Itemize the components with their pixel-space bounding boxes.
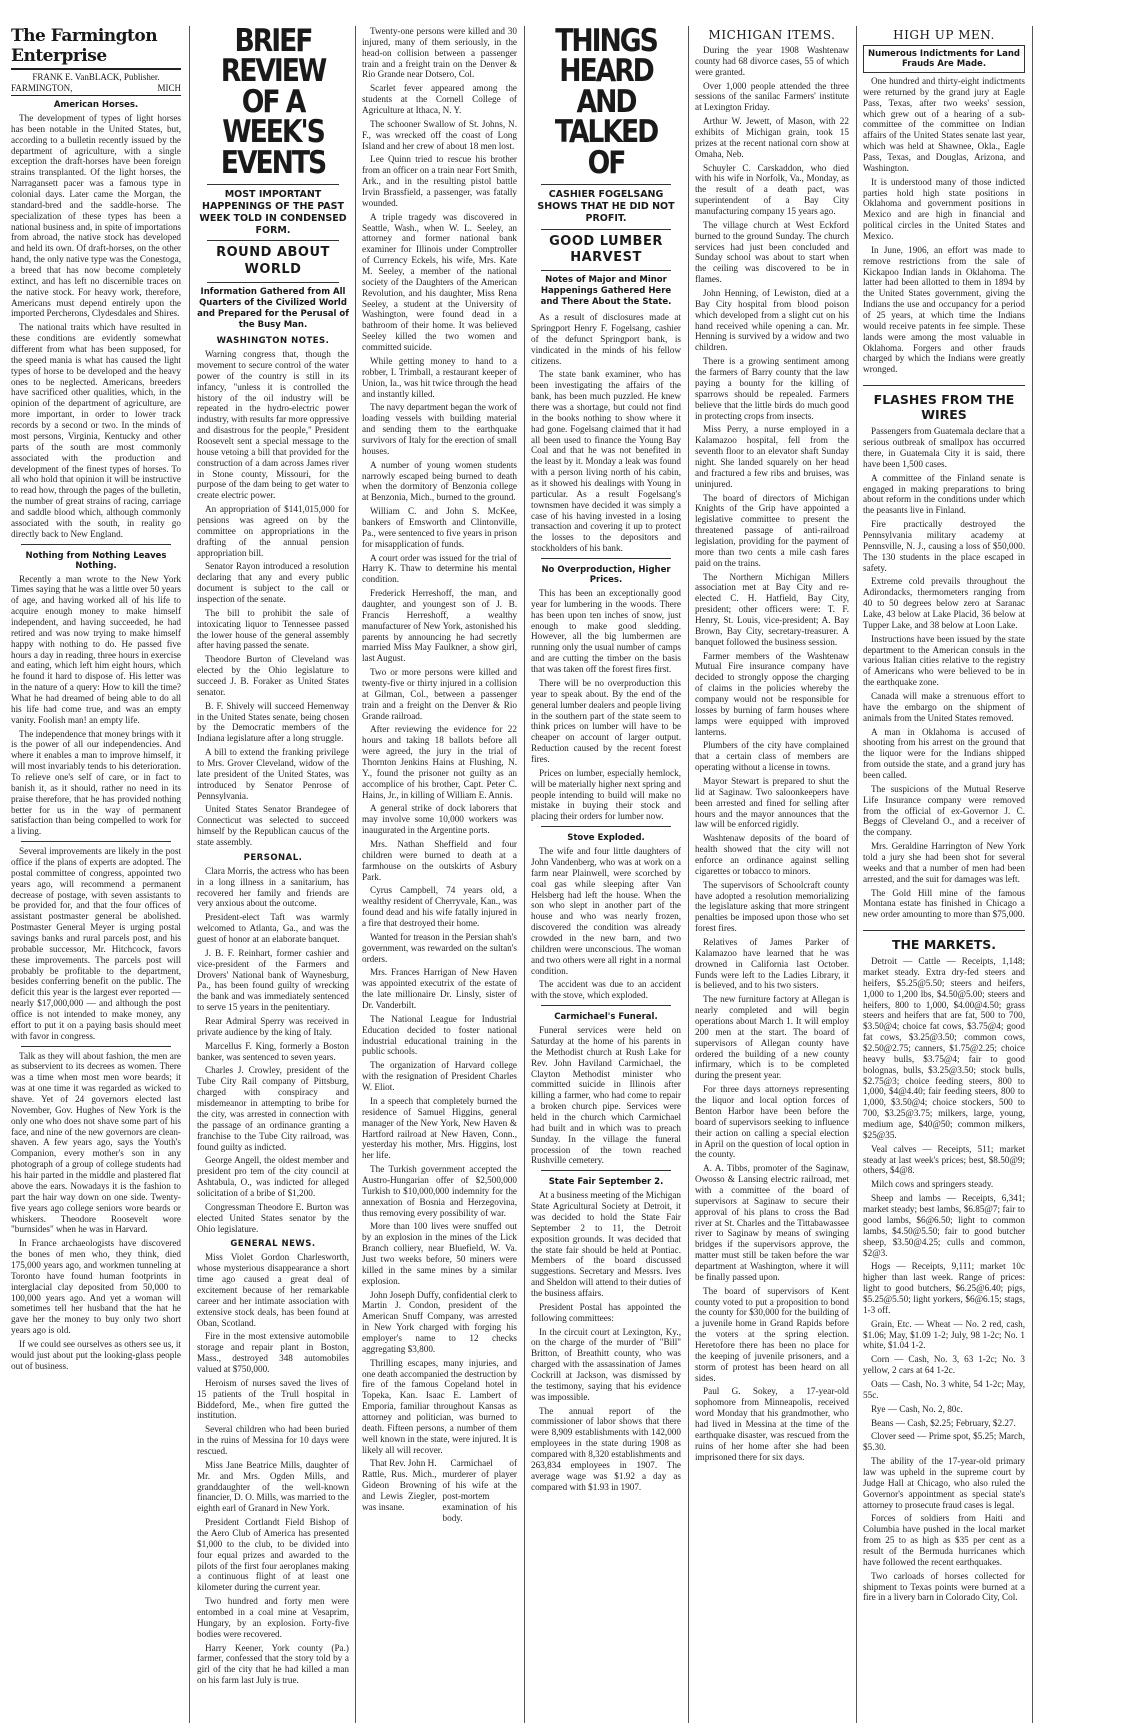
news-item: Wanted for treason in the Persian shah's government, was rewarded on the sultan's orders.	[362, 931, 517, 964]
article-paragraph: In France archaeologists have discovered the bones of men who, they think, died 175,000 years ago, and workmen tunneling at Toronto have found human footprints in interglacial clay deposited from 50,000 to 100,000 years ago. And yet a woman will sometimes tell her husband that the hat he gave her the money to buy only two short years ago is old.	[11, 1238, 181, 1336]
news-item: In a speech that completely burned the residence of Samuel Higgins, general manager of the New York, New Haven & Hartford railroad at New Haven, Conn., yesterday his mother, Mrs. Higgins, lost her life.	[362, 1095, 517, 1161]
news-item: A court order was issued for the trial of Harry K. Thaw to determine his mental condition.	[362, 552, 517, 585]
news-item: After reviewing the evidence for 22 hours and taking 18 ballots before all were agreed, the jury in the trial of Thornton Jenkins Hains at Flushing, N. Y., found the prisoner not guilty as an accomplice of his brother, Capt. Peter C. Hains, Jr., in killing of William E. Annis.	[362, 724, 517, 800]
news-item: Farmer members of the Washtenaw Mutual Fire insurance company have decided to strongly oppose the charging of claims in the policies whereby the company would not be responsible for losses by burning of farm houses where lamps were equipped with improved lanterns.	[695, 650, 849, 737]
news-item: While getting money to hand to a robber, I. Trimball, a restaurant keeper of Union, Ia., was hit twice through the head and instantly killed.	[362, 355, 517, 399]
column-6	[858, 26, 1030, 1723]
market-report: Beans — Cash, $2.25; February, $2.27.	[871, 1417, 1016, 1428]
news-item: There will be no overproduction this year to speak about. By the end of the general lumber dealers and people living in the southern part of the state seem to think prices on lumber will have to be cheaper on account of larger output. Reduction caused by the recent forest fires.	[531, 677, 681, 764]
section-heading-high-up-men: HIGH UP MEN.	[893, 28, 995, 42]
news-item: There is a growing sentiment among the farmers of Barry county that the law paying a bounty for the killing of sparrows should be repealed. Farmers believe that the little birds do much good in protecting crops from insects.	[695, 356, 849, 421]
news-item: Instructions have been issued by the state department to the American consuls in the various Italian cities relative to the registry of Americans who were believed to be in the earthquake zone.	[863, 633, 1025, 688]
market-report: Detroit — Cattle — Receipts, 1,148; market steady. Extra dry-fed steers and heifers, $5.25@5.50; steers and heifers, 1,000 to 1,200 lbs, $4.50@5.00; steers and heifers, 800 to 1,000, $4.00@4.50; grass steers and heifers that are fat, 500 to 700, $3.50@4; choice fat cows, $3.75@4; good fat cows, $3.25@3.50; common cows, $2.50@2.75; canners, $1.75@2.25; choice heavy bulls, $3.75@4; fair to good bolognas, bulls, $3.25@3.50; stock bulls, $2.75@3; choice feeding steers, 800 to 1,000, $4@4.40; fair feeding steers, 800 to 1,000, $3.50@4; choice stockers, 500 to 700, $3.25@3.75; milkers, large, young, medium age, $40@50; common milkers, $25@35.	[863, 956, 1025, 1140]
news-item: Rear Admiral Sperry was received in private audience by the king of Italy.	[197, 1016, 349, 1037]
news-item: The navy department began the work of loading vessels with building material and sending them to the earthquake survivors of Italy for the erection of small houses.	[362, 402, 517, 456]
market-report: Clover seed — Prime spot, $5.25; March, $5.30.	[863, 1431, 1025, 1453]
column-rule	[856, 26, 857, 1723]
headline-deck: MOST IMPORTANT HAPPENINGS OF THE PAST WEEK TOLD IN CONDENSED FORM.	[199, 188, 347, 236]
news-item: At a business meeting of the Michigan State Agricultural Society at Detroit, it was decided to hold the State Fair September 2 to 11, the Detroit exposition grounds. It was decided that the state fair should be held at Pontiac. Members of the board discussed suggestions. Secretary and Messrs. Ives and Sheldon will attend to their duties of the business affairs.	[531, 1190, 681, 1299]
news-item: George Angell, the oldest member and president pro tem of the city council at Ashtabula, O., was indicted for alleged solicitation of a bribe of $1,200.	[197, 1155, 349, 1198]
column-rule	[524, 26, 525, 1723]
news-item: Miss Violet Gordon Charlesworth, whose mysterious disappearance a short time ago caused a great deal of excitement because of her remarkable career and her intimate association with extensive stock deals, has been found at Oban, Scotland.	[197, 1252, 349, 1328]
news-item: Warning congress that, though the movement to secure control of the water power of the country is still in its infancy, "unless it is controlled the history of the oil industry will be repeated in the hydro-electric power industry, with results far more oppressive and disastrous for the people," President Roosevelt sent a special message to the house vetoing a bill that provided for the construction of a dam across James river in Stone county, Missouri, for the purpose of the dam being to get water to create electric power.	[197, 349, 349, 501]
headline-divider	[541, 229, 671, 230]
news-item: Fire practically destroyed the Pennsylvania military academy at Pennsville, N. J., causing a loss of $50,000. The 130 students in the place escaped in safety.	[863, 519, 1025, 573]
section-heading-markets: THE MARKETS.	[863, 930, 1025, 952]
news-item: Fire in the most extensive automobile storage and repair plant in Boston, Mass., destroyed 348 automobiles valued at $750,000.	[197, 1331, 349, 1374]
market-report: Milch cows and springers steady.	[871, 1179, 994, 1190]
news-item: The suspicions of the Mutual Reserve Life Insurance company were removed from the official of ex-Governor J. C. Beggs of Cleveland O., and a receiver of the company.	[863, 783, 1025, 838]
news-item: Washtenaw deposits of the board of health showed that the city will not enforce an ordinance against selling cigarettes or tobacco to minors.	[695, 833, 849, 876]
article-paragraph: Several improvements are likely in the post office if the plans of experts are adopted. The postal committee of congress, appointed two years ago, will recommend a permanent decrease of postage, with seven assistants to be provided for, and that the four offices of assistant postmaster general be abolished. Postmaster General Meyer is urging postal savings banks and rural parcels post, and his probable successor, Mr. Hitchcock, favors these improvements. The parcels post will probably be profitable to the department, besides conferring benefit on the public. The deficit this year is the largest ever reported — nearly $17,000,000 — and although the post office is not intended to make money, any effort to put it on a paying basis should meet with favor in congress.	[11, 846, 181, 1041]
news-item: John Joseph Duffy, confidential clerk to Martin J. Condon, president of the American Snuff Company, was arrested in New York charged with forging his employer's name to 12 checks aggregating $3,800.	[362, 1289, 517, 1354]
column-rule	[189, 26, 190, 1723]
market-report: Sheep and lambs — Receipts, 6,341; market steady; best lambs, $6.85@7; fair to good lambs, $6@6.50; light to common lambs, $4.50@5.50; fair to good butcher sheep, $3.50@4.25; culls and common, $2@3.	[863, 1193, 1025, 1258]
column-2	[192, 26, 354, 1723]
news-item: A bill to extend the franking privilege to Mrs. Grover Cleveland, widow of the late president of the United States, was introduced by Senator Penrose of Pennsylvania.	[197, 747, 349, 801]
masthead-publisher: FRANK E. VanBLACK, Publisher.	[32, 72, 160, 82]
article-divider	[541, 558, 671, 559]
news-item: President Postal has appointed the following committees:	[531, 1301, 681, 1323]
news-item: Theodore Burton of Cleveland was elected by the Ohio legislature to succeed J. B. Foraker as United States senator.	[197, 654, 349, 697]
market-report: Grain, Etc. — Wheat — No. 2 red, cash, $1.06; May, $1.09 1-2; July, 98 1-2c; No. 1 white, $1.04 1-2.	[863, 1318, 1025, 1351]
news-item: Funeral services were held on Saturday at the home of his parents in the Methodist church at Rush Lake for Rev. John Haviland Carmichael, the Clayton Methodist minister who committed suicide in Illinois after killing a farmer, who had come to repair a broken church pipe. Services were held in the church which Carmichael had built and in which was to preach Sunday. In the village the funeral procession of the town reached Rushville cemetery.	[531, 1025, 681, 1166]
news-item: The annual report of the commissioner of labor shows that there were 8,909 establishments with 142,000 employees in the state during 1908 as compared with 8,320 establishments and 263,834 employees in 1907. The average wage was $1.92 a day as compared with $1.93 in 1907.	[531, 1405, 681, 1492]
market-report: Rye — Cash, No. 2, 80c.	[871, 1403, 963, 1414]
news-item: United States Senator Brandegee of Connecticut was selected to succeed himself by the Republican caucus of the state assembly.	[197, 804, 349, 848]
news-item: Over 1,000 people attended the three sessions of the sanilac Farmers' institute at Lexington Friday.	[695, 80, 849, 113]
article-heading: Carmichael's Funeral.	[554, 1012, 658, 1023]
article-subheading: Numerous Indictments for Land Frauds Are Made.	[868, 49, 1020, 69]
news-item: That Rev. John H. Rattle, Rus. Mich., Gideon Browning and Lewis Ziegler, was insane.	[362, 1458, 437, 1512]
article-divider	[21, 544, 171, 545]
news-item: Cyrus Campbell, 74 years old, a wealthy resident of Cherryvale, Kan., was found dead and his wife fatally injured in a fire that destroyed their home.	[362, 885, 517, 929]
news-item: A number of young women students narrowly escaped being burned to death when the dormitory of Benzonia college at Benzonia, Mich., burned to the ground.	[362, 459, 517, 503]
masthead-place: FARMINGTON,	[11, 83, 73, 93]
news-item: A triple tragedy was discovered in Seattle, Wash., when W. L. Seeley, an attorney and former national bank examiner for Illinois under Comptroller of Currency Eckels, his wife, Mrs. Kate M. Seeley, a member of the national society of the Daughters of the American Revolution, and his daughter, Miss Rena Seeley, a student at the University of Washington, were found dead in a bathroom of their home. It was believed Seeley killed the two women and committed suicide.	[362, 211, 517, 353]
news-item: The bill to prohibit the sale of intoxicating liquor to Tennessee passed the lower house of the general assembly after having passed the senate.	[197, 607, 349, 651]
news-item: During the year 1908 Washtenaw county had 68 divorce cases, 55 of which were granted.	[695, 45, 849, 77]
news-item: As a result of disclosures made at Springport Henry F. Fogelsang, cashier of the defunct Springport bank, is vindicated in the minds of his fellow citizens.	[531, 312, 681, 366]
news-item: Prices on lumber, especially hemlock, will be materially higher next spring and people intending to build will make no mistake in buying their stock and placing their orders for lumber now.	[531, 767, 681, 822]
headline-subdeck: Notes of Major and Minor Happenings Gathered Here and There About the State.	[540, 275, 672, 308]
news-item: The accident was due to an accident with the stove, which exploded.	[531, 979, 681, 1001]
news-item: The Turkish government accepted the Austro-Hungarian offer of $2,500,000 Turkish to $10,000,000 indemnity for the annexation of Bosnia and Herzegovina, thus removing every possibility of war.	[362, 1164, 517, 1218]
section-heading-flashes: FLASHES FROM THE WIRES	[863, 385, 1025, 422]
split-news-item	[362, 1458, 517, 1526]
article-paragraph: Recently a man wrote to the New York Times saying that he was a little over 50 years of age, and having worked all of his life to acquire enough money to make himself independent, and having succeeded, he had retired and was now trying to make himself happy with nothing to do. He passed five hours a day in reading, three hours in exercise and eating, which left him eight hours, which he found it hard to dispose of. His letter was in the nature of a query: How to kill the time? What he had dreamed of being able to do all his life had come true, and was an empty vanity. Foolish man! an empty life.	[11, 573, 181, 725]
section-heading-michigan-items: MICHIGAN ITEMS.	[708, 28, 836, 42]
article-divider	[21, 1046, 171, 1047]
article-heading: Stove Exploded.	[567, 833, 645, 844]
news-item: The Northern Michigan Millers association met at Bay City and re-elected C. H. Hatfield, Bay City, president; other officers were: T. F. Henry, St. Louis, vice-president; A. Bay Brown, Bay City, secretary-treasurer. A banquet followed the business session.	[695, 571, 849, 647]
news-item: Extreme cold prevails throughout the Adirondacks, thermometers ranging from 40 to 50 degrees below zero at Saranac Lake, 43 below at Lake Placid, 36 below at Tupper Lake, and 38 below at Loon Lake.	[863, 576, 1025, 630]
news-item: Plumbers of the city have complained that a certain class of members are operating without a license in towns.	[695, 740, 849, 773]
headline-divider	[541, 270, 671, 271]
news-item: John Henning, of Lewiston, died at a Bay City hospital from blood poison which developed from a slight cut on his hand received while opening a can. Mr. Henning is survived by a widow and two children.	[695, 288, 849, 353]
news-item: The board of supervisors of Kent county voted to put a proposition to bond the county for $30,000 for the building of a juvenile home in Grand Rapids before the voters at the spring election. Heretofore there has been no place for the keeping of juvenile prisoners, and a storm of protest has been heard on all sides.	[695, 1285, 849, 1383]
article-paragraph: Talk as they will about fashion, the men are as subservient to its decrees as women. There was a time when most men wore beards; it was at one time it was regarded as wicked to shave. Yet of 24 governors elected last November, Gov. Hughes of New York is the only one who does not shave some part of his face, and nine of the new governors are clean-shaven. A few years ago, says the Youth's Companion, every mother's son in any photograph of a group of college students had his hair parted in the middle and plastered flat above the ears. Nowadays it is the fashion to part the hair way down on one side. Twenty-five years ago college seniors wore beards or whiskers. Theodore Roosevelt wore "burnsides" when he was in Harvard.	[11, 1050, 181, 1235]
news-item: Lee Quinn tried to rescue his brother from an officer on a train near Fort Smith, Ark., and in the resulting pistol battle Irvin Brassfield, a passenger, was fatally wounded.	[362, 154, 517, 208]
news-item: Schuyler C. Carskaddon, who died with his wife in Norfolk, Va., Monday, as the result of a death pact, was superintendent of a Bay City manufacturing company 15 years ago.	[695, 162, 849, 217]
news-item: The schooner Swallow of St. Johns, N. F., was wrecked off the coast of Long Island and her crew of about 18 men lost.	[362, 118, 517, 151]
news-item: Frederick Herreshoff, the man, and daughter, and youngest son of J. B. Francis Herreshoff, a wealthy manufacturer of New York, astonished his parents by announcing he had secretly married Miss May Faulkner, a show girl, last August.	[362, 588, 517, 664]
news-item: President Cortlandt Field Bishop of the Aero Club of America has presented $1,000 to the club, to be divided into four equal prizes and awarded to the pilots of the first four aeroplanes making a continuous flight of at least one kilometer during the current year.	[197, 1517, 349, 1593]
news-item: William C. and John S. McKee, bankers of Emsworth and Clintonville, Pa., were sentenced to five years in prison for misapplication of funds.	[362, 506, 517, 549]
news-item: Two carloads of horses collected for shipment to Texas points were burned at a fire in a livery barn in Colorado City, Col.	[863, 1570, 1025, 1603]
news-item: A general strike of dock laborers that may involve some 10,000 workers was inaugurated in the Argentine ports.	[362, 803, 517, 836]
news-item: Paul G. Sokey, a 17-year-old sophomore from Minneapolis, received word Monday that his grandmother, who had lived in Messina at the time of the earthquake disaster, was rescued from the ruins of her home after she had been imprisoned there for six days.	[695, 1386, 849, 1462]
news-item: President-elect Taft was warmly welcomed to Atlanta, Ga., and was the guest of honor at an elaborate banquet.	[197, 912, 349, 945]
news-item: Carmichael of murderer of player of his wife at the post-mortem examination of his body.	[442, 1458, 517, 1523]
news-item: B. F. Shively will succeed Hemenway in the United States senate, being chosen by the Democratic members of the Indiana legislature after a long struggle.	[197, 700, 349, 744]
news-item: For three days attorneys representing the liquor and local option forces of Benton Harbor have been before the board of supervisors seeking to influence their action on calling a special election in April on the question of local option in the county.	[695, 1084, 849, 1160]
headline-deck: CASHIER FOGELSANG SHOWS THAT HE DID NOT PROFIT.	[537, 188, 675, 224]
news-item: This has been an exceptionally good year for lumbering in the woods. There has been upon ten inches of snow, just enough to make good sledding. However, all the big lumbermen are running only the usual number of camps and are cutting the timber on the basis that was taken off the forest fires first.	[531, 588, 681, 675]
headline-things-heard: THINGS HEARD AND TALKED OF	[554, 26, 658, 181]
column-7-edge	[1034, 26, 1130, 1723]
article-divider	[541, 1170, 671, 1171]
article-divider	[541, 826, 671, 827]
column-1	[6, 26, 186, 1723]
news-item: Harry Keener, York county (Pa.) farmer, confessed that the story told by a girl of the city that he had killed a man on his farm last July is true.	[197, 1642, 349, 1686]
market-report: Corn — Cash, No. 3, 63 1-2c; No. 3 yellow, 2 cars at 64 1-2c.	[863, 1354, 1025, 1376]
news-item: In the circuit court at Lexington, Ky., on the charge of the murder of "Bill" Britton, of Breathitt county, who was charged with the assassination of James Cockrill at Jackson, was dismissed by the testimony, saying that his evidence was impossible.	[531, 1326, 681, 1402]
news-item: Mrs. Geraldine Harrington of New York told a jury she had been shot for several weeks and that a number of men had been arrested, and the suit for damages was left.	[863, 841, 1025, 884]
news-item: More than 100 lives were snuffed out by an explosion in the mines of the Lick Branch colliery, near Bluefield, W. Va. Just two weeks before, 50 miners were killed in the same mines by a similar explosion.	[362, 1221, 517, 1286]
market-report: Veal calves — Receipts, 511; market steady at last week's prices; best, $8.50@9; others, $4@8.	[863, 1143, 1025, 1176]
boxed-subhead	[863, 45, 1025, 73]
headline-divider	[207, 282, 339, 283]
news-item: The wife and four little daughters of John Vandenberg, who was at work on a farm near Plainwell, were scorched by coal gas while sleeping after Van Helsberg had left the house. When the son who slept in another part of the house and who was nearly frozen, discovered the condition was already crowded in the new barn, and two children were unconscious. The woman and two others were all right in a normal condition.	[531, 846, 681, 976]
news-item: The ability of the 17-year-old primary law was upheld in the supreme court by Judge Hall at Chicago, who also ruled the Governor's appointment as special state's attorney to prosecute fraud cases is legal.	[863, 1456, 1025, 1510]
news-item: Clara Morris, the actress who has been in a long illness in a sanitarium, has recovered her family and friends are very anxious about the outcome.	[197, 865, 349, 909]
news-item: Miss Jane Beatrice Mills, daughter of Mr. and Mrs. Ogden Mills, and granddaughter of the well-known financier, D. O. Mills, was married to the eighth earl of Granard in New York.	[197, 1459, 349, 1514]
news-item: A man in Oklahoma is accused of shooting from his arrest on the ground that the liquor were for the Indians shipped from outside the state, and a grand jury has been called.	[863, 726, 1025, 780]
news-item: Charles J. Crowley, president of the Tube City Rail company of Pittsburg, charged with conspiracy and misdemeanor in attempting to bribe for the city, was arrested in connection with the passage of an ordinance granting a franchise to the Tube City railroad, was found guilty as indicted.	[197, 1065, 349, 1152]
article-paragraph: The independence that money brings with it is the power of all our independencies. And where it enables a man to improve himself, it will most invariably tends to his deterioration. To relieve one's self of care, or in fact to banish it, as it should, rather no need in its praise therefore, that he has provided nothing better for us in the way of permanent satisfaction than being compelled to work for a living.	[11, 728, 181, 837]
column-3	[357, 26, 522, 1723]
article-paragraph: The national traits which have resulted in these conditions are evidently somewhat different from what has been supposed, for the speed mania is what has caused the light types of horse to be developed and the heavy ones to be neglected. Americans, breeders have sacrificed other qualities, which, in the opinion of the department of agriculture, are more important, in order to lower track records by a second or two. In the minds of most persons, Virginia, Kentucky and other parts of the south are most commonly associated with the production and development of the finest types of horses. To all who hold that opinion it will be instructive to read how, through the pages of the bulletin, the number of great strains of racing, carriage and saddle blood which, although commonly associated with the south, in reality go directly back to New England.	[11, 322, 181, 539]
column-4	[526, 26, 686, 1723]
news-item: The village church at West Eckford burned to the ground Sunday. The church services had just been concluded and Sunday school was about to start when the ceiling was discovered to be in flames.	[695, 219, 849, 285]
news-item: The state bank examiner, who has been investigating the affairs of the bank, has been much puzzled. He knew there was a shortage, but could not find in the books nothing to show where it had gone. Fogelsang claimed that it had all been used to finance the Young Bay Coal and that he was not benefited in the least by it. Monday a leak was found with a person living north of his cabin, as it showed his dealings with Young in particular. As a result Fogelsang's townsmen have decided it was simply a case of his having invested in a losing transaction and covering it up to protect the losses to the depositors and stockholders of his bank.	[531, 369, 681, 554]
column-rule	[688, 26, 689, 1723]
article-heading: American Horses.	[53, 100, 139, 110]
news-item: The Gold Hill mine of the famous Montana estate has finished in Chicago a new order amounting to more than $75,000.	[863, 887, 1025, 920]
masthead-state: MICH	[157, 83, 181, 93]
news-item: Thrilling escapes, many injuries, and one death accompanied the destruction by fire of the famous Copeland hotel in Topeka, Kan. Isaac E. Lambert of Emporia, familiar throughout Kansas as attorney and politician, was burned to death. Fifteen persons, a number of them well known in the state, were injured. It is likely all will recover.	[362, 1357, 517, 1455]
article-heading: State Fair September 2.	[548, 1177, 664, 1188]
headline-divider	[207, 184, 339, 185]
market-report: Oats — Cash, No. 3 white, 54 1-2c; May, 55c.	[863, 1378, 1025, 1400]
masthead-title: The Farmington Enterprise	[11, 26, 181, 70]
news-item: Congressman Theodore E. Burton was elected United States senator by the Ohio legislature.	[197, 1201, 349, 1234]
article-divider	[541, 1005, 671, 1006]
column-5	[690, 26, 854, 1723]
article-heading: No Overproduction, Higher Prices.	[541, 565, 671, 586]
news-item: Marcellus F. King, formerly a Boston banker, was sentenced to seven years.	[197, 1040, 349, 1062]
column-rule	[1032, 26, 1033, 1723]
news-item: Relatives of James Parker of Kalamazoo have learned that he was drowned in California last October. Funds were left to the Ladies Library, it is believed, and to his two sisters.	[695, 937, 849, 991]
news-item: A committee of the Finland senate is engaged in making preparations to bring about reform in the conditions under which the peasants live in Finland.	[863, 472, 1025, 516]
article-divider	[21, 841, 171, 842]
news-item: In June, 1906, an effort was made to remove restrictions from the sale of Kickapoo Indian lands in Oklahoma. The latter had been allotted to them in 1894 by the United States government, giving the Indians the use and occupancy for a period of 25 years, at which time the Indians would receive patents in fee simple. These lands were among the most valuable in Oklahoma. Forgers and other frauds charged by which the Indians were greatly wronged.	[863, 244, 1025, 375]
news-item: Heroism of nurses saved the lives of 15 patients of the Trull hospital in Biddeford, Me., when fire gutted the institution.	[197, 1377, 349, 1421]
news-item: The new furniture factory at Allegan is nearly completed and will begin operations about March 1. It will employ 200 men at the start. The board of supervisors of Allegan county have ordered the building of a new county infirmary, which is to be completed during the present year.	[695, 994, 849, 1081]
headline-brief-review: BRIEF REVIEW OF A WEEK'S EVENTS	[220, 26, 326, 181]
news-item: The supervisors of Schoolcraft county have adopted a resolution memorializing the legislature asking that more stringent penalties be imposed upon those who set forest fires.	[695, 879, 849, 934]
news-item: Twenty-one persons were killed and 30 injured, many of them seriously, in the head-on collision between a passenger train and a freight train on the Denver & Rio Grande near Dotsero, Col.	[362, 26, 517, 80]
news-item: The board of directors of Michigan Knights of the Grip have appointed a legislative committee to present the threatened passage of anti-railroad legislation, providing for the payment of more than two cents a mile cash fares paid on the trains.	[695, 492, 849, 568]
news-item: Arthur W. Jewett, of Mason, with 22 exhibits of Michigan grain, took 15 prizes at the recent national corn show at Omaha, Neb.	[695, 116, 849, 159]
section-heading: WASHINGTON NOTES.	[216, 336, 330, 347]
news-item: Forces of soldiers from Haiti and Columbia have pushed in the local market from 25 to as high as $35 per cent as a result of the Bermuda hurricanes which have followed the recent earthquakes.	[863, 1513, 1025, 1567]
news-item: Two hundred and forty men were entombed in a coal mine at Vesaprim, Hungary, by an explosion. Forty-five bodies were recovered.	[197, 1596, 349, 1639]
column-rule	[355, 26, 356, 1723]
news-item: Scarlet fever appeared among the students at the Cornell College of Agriculture at Ithaca, N. Y.	[362, 83, 517, 116]
news-item: The National League for Industrial Education decided to foster national industrial educational training in the public schools.	[362, 1013, 517, 1057]
masthead-dateline	[11, 83, 181, 96]
news-item: Several children who had been buried in the ruins of Messina for 10 days were rescued.	[197, 1424, 349, 1456]
news-item: Mayor Stewart is prepared to shut the lid at Saginaw. Two saloonkeepers have been arrested and fined for selling after hours and the mayor announces that the law will be enforced rigidly.	[695, 776, 849, 830]
news-item: An appropriation of $141,015,000 for pensions was agreed on by the committee on appropriations in the drafting of the annual pension appropriation bill.	[197, 504, 349, 558]
news-item: A. A. Tibbs, promoter of the Saginaw, Owosso & Lansing electric railroad, met with a committee of the board of supervisors at Saginaw to secure their approval of his plans to cross the Bad river at St. Charles and the Tittabawassee river to Saginaw by means of swinging bridges if the supervisors approve, the matter must still be taken before the war department at Washington, where it will be finally passed upon.	[695, 1163, 849, 1282]
article-heading: Nothing from Nothing Leaves Nothing.	[25, 550, 167, 571]
news-item: Mrs. Nathan Sheffield and four children were burned to death at a farmhouse on the outskirts of Asbury Park.	[362, 839, 517, 882]
article-paragraph: The development of types of light horses has been notable in the United States, but, according to a bulletin recently issued by the department of agriculture, with a single exception the draft-horses have been foreign strains transplanted. Of the light horses, the Narragansett pacer was a famous type in colonial days. Later came the Morgan, the standard-bred and the saddle-horse. The specialization of these types has been a national business and, in spite of importations from abroad, the native stock has developed and held its own. Of draft-horses, on the other hand, the only native type was the Conestoga, a breed that has now become completely extinct, and has left no discernible traces on the native stock. For heavy work, therefore, Americans must depend entirely upon the imported Percherons, Clydesdales and Shires.	[11, 113, 181, 319]
news-item: One hundred and thirty-eight indictments were returned by the grand jury at Eagle Pass, Texas, after two weeks' session, which grew out of a hearing of a sub-committee of the committee on Indian affairs of the United States senate last year, which was held at Shawnee, Okla., Eagle Pass, Texas, and Douglas, Arizona, and Washington.	[863, 76, 1025, 173]
news-item: Mrs. Frances Harrigan of New Haven was appointed executrix of the estate of the late millionaire Dr. Linsly, sister of Dr. Vanderbilt.	[362, 967, 517, 1011]
section-heading: PERSONAL.	[243, 852, 303, 863]
headline-subdeck: Information Gathered from All Quarters of the Civilized World and Prepared for the Perusal of the Busy Man.	[197, 286, 349, 331]
news-item: Miss Perry, a nurse employed in a Kalamazoo hospital, fell from the seventh floor to an elevator shaft Sunday night. She landed squarely on her head and fractured a few ribs and bruises, was uninjured.	[695, 424, 849, 489]
headline-good-lumber-harvest: GOOD LUMBER HARVEST	[549, 233, 663, 265]
news-item: The organization of Harvard college with the resignation of President Charles W. Eliot.	[362, 1060, 517, 1093]
market-report: Hogs — Receipts, 9,111; market 10c higher than last week. Range of prices: light to good butchers, $6.25@6.40; pigs, $5.25@5.50; light yorkers, $6@6.15; stags, 1-3 off.	[863, 1261, 1025, 1315]
headline-round-about-world: ROUND ABOUT WORLD	[216, 245, 330, 277]
news-item: Passengers from Guatemala declare that a serious outbreak of smallpox has occurred there, in Guatemala City it is said, there have been 1,500 cases.	[863, 426, 1025, 469]
article-paragraph: If we could see ourselves as others see us, it would just about put the looking-glass people out of business.	[11, 1338, 181, 1371]
news-item: Canada will make a strenuous effort to have the embargo on the shipment of animals from the United States removed.	[863, 690, 1025, 723]
news-item: Senator Rayon introduced a resolution declaring that any and every public document is subject to the call or inspection of the senate.	[197, 561, 349, 604]
news-item: Two or more persons were killed and twenty-five or thirty injured in a collision at Gilman, Col., between a passenger train and a freight on the Denver & Rio Grande railroad.	[362, 667, 517, 721]
headline-divider	[541, 184, 671, 185]
news-item: J. B. F. Reinhart, former cashier and vice-president of the Farmers and Drovers' National bank of Waynesburg, Pa., has been found guilty of wrecking the bank and was immediately sentenced to serve 15 years in the penitentiary.	[197, 947, 349, 1013]
section-heading: GENERAL NEWS.	[230, 1239, 316, 1250]
headline-divider	[207, 240, 339, 241]
news-item: It is understood many of those indicted parties hold high state positions in Oklahoma and government positions in Mexico and are high in financial and political circles in the United States and Mexico.	[863, 176, 1025, 242]
